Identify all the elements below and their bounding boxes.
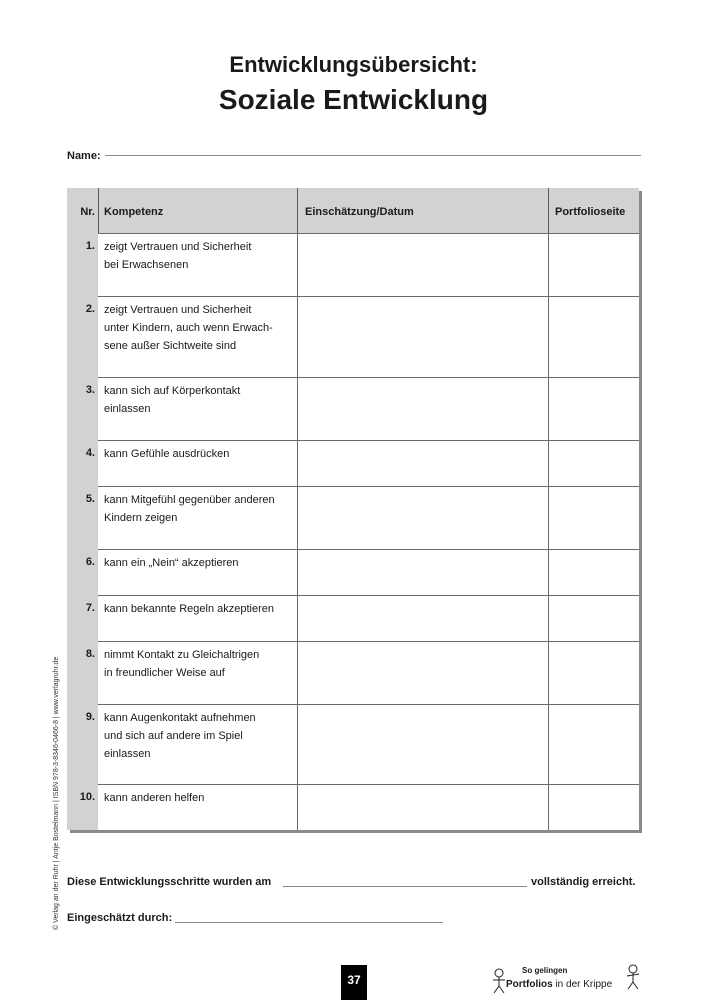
brand-line1: So gelingen [522, 966, 568, 975]
page-title-line2: Soziale Entwicklung [218, 84, 489, 115]
column-divider [297, 785, 298, 830]
column-divider [297, 705, 298, 784]
row-number: 6. [85, 556, 95, 568]
row-kompetenz: nimmt Kontakt zu Gleichaltrigen in freundlicher Weise auf [104, 649, 260, 679]
table-row [85, 440, 639, 486]
achieved-row [67, 876, 642, 890]
table-header [67, 188, 639, 233]
copyright-sidebar: © Verlag an der Ruhr | Antje Bostelmann | ISBN 978-3-8346-0466-8 | www.verlagruhr.de [53, 656, 60, 930]
header-kompetenz: Kompetenz [104, 206, 164, 218]
column-divider [297, 596, 298, 641]
column-divider [548, 642, 549, 704]
table-row [85, 549, 639, 595]
table-row [85, 377, 639, 440]
row-number: 3. [85, 384, 95, 396]
column-divider [297, 297, 298, 377]
row-number: 1. [85, 240, 95, 252]
column-divider [297, 378, 298, 440]
page-title-line1: Entwicklungsübersicht: [229, 52, 478, 77]
row-kompetenz: kann Augenkontakt aufnehmen und sich auf andere im Spiel einlassen [104, 712, 256, 760]
column-divider [548, 550, 549, 595]
name-label: Name: [67, 150, 101, 162]
column-divider [548, 596, 549, 641]
column-divider [548, 297, 549, 377]
row-kompetenz: kann ein „Nein“ akzeptieren [104, 557, 239, 569]
page-number: 37 [341, 965, 367, 1000]
brand-line2-bold: Portfolios [506, 979, 553, 990]
column-divider [297, 234, 298, 296]
column-divider [548, 441, 549, 486]
name-line[interactable] [105, 155, 641, 156]
name-row [67, 146, 641, 160]
child-figure-icon [626, 964, 640, 990]
header-nr: Nr. [80, 206, 95, 218]
row-kompetenz: kann Gefühle ausdrücken [104, 448, 230, 460]
competence-table [67, 188, 639, 830]
row-kompetenz: kann anderen helfen [104, 792, 205, 804]
assessed-line[interactable] [175, 922, 443, 923]
table-row [85, 641, 639, 704]
child-figure-icon [492, 968, 506, 994]
brand-line2-rest: in der Krippe [552, 979, 613, 990]
achieved-suffix: vollständig erreicht. [531, 876, 636, 888]
table-row [85, 704, 639, 784]
table-row [85, 296, 639, 377]
column-divider [548, 378, 549, 440]
assessed-row [67, 912, 447, 926]
assessed-label: Eingeschätzt durch: [67, 912, 173, 924]
column-divider [548, 234, 549, 296]
brand-logo [490, 962, 640, 998]
row-kompetenz: kann Mitgefühl gegenüber anderen Kindern zeigen [104, 494, 275, 524]
table-row [79, 784, 639, 830]
row-number: 7. [85, 602, 95, 614]
row-kompetenz: zeigt Vertrauen und Sicherheit unter Kindern, auch wenn Erwach- sene außer Sichtweite sind [104, 304, 273, 352]
column-divider [548, 785, 549, 830]
achieved-date-line[interactable] [283, 886, 527, 887]
row-kompetenz: zeigt Vertrauen und Sicherheit bei Erwachsenen [104, 241, 252, 271]
column-divider [548, 705, 549, 784]
row-number: 10. [79, 791, 95, 803]
table-row [85, 486, 639, 549]
table-row [85, 233, 639, 296]
header-einschaetzung: Einschätzung/Datum [305, 206, 414, 218]
brand-line2 [506, 979, 612, 990]
row-kompetenz: kann sich auf Körperkontakt einlassen [104, 385, 241, 415]
header-portfolio: Portfolioseite [555, 206, 626, 218]
column-divider [297, 441, 298, 486]
table-row [85, 595, 639, 641]
column-divider [548, 487, 549, 549]
row-number: 5. [85, 493, 95, 505]
column-divider [297, 642, 298, 704]
achieved-label: Diese Entwicklungsschritte wurden am [67, 876, 272, 888]
row-kompetenz: kann bekannte Regeln akzeptieren [104, 603, 275, 615]
row-number: 2. [85, 303, 95, 315]
column-divider [297, 487, 298, 549]
column-divider [297, 550, 298, 595]
row-number: 9. [85, 711, 95, 723]
row-number: 4. [85, 447, 95, 459]
row-number: 8. [85, 648, 95, 660]
